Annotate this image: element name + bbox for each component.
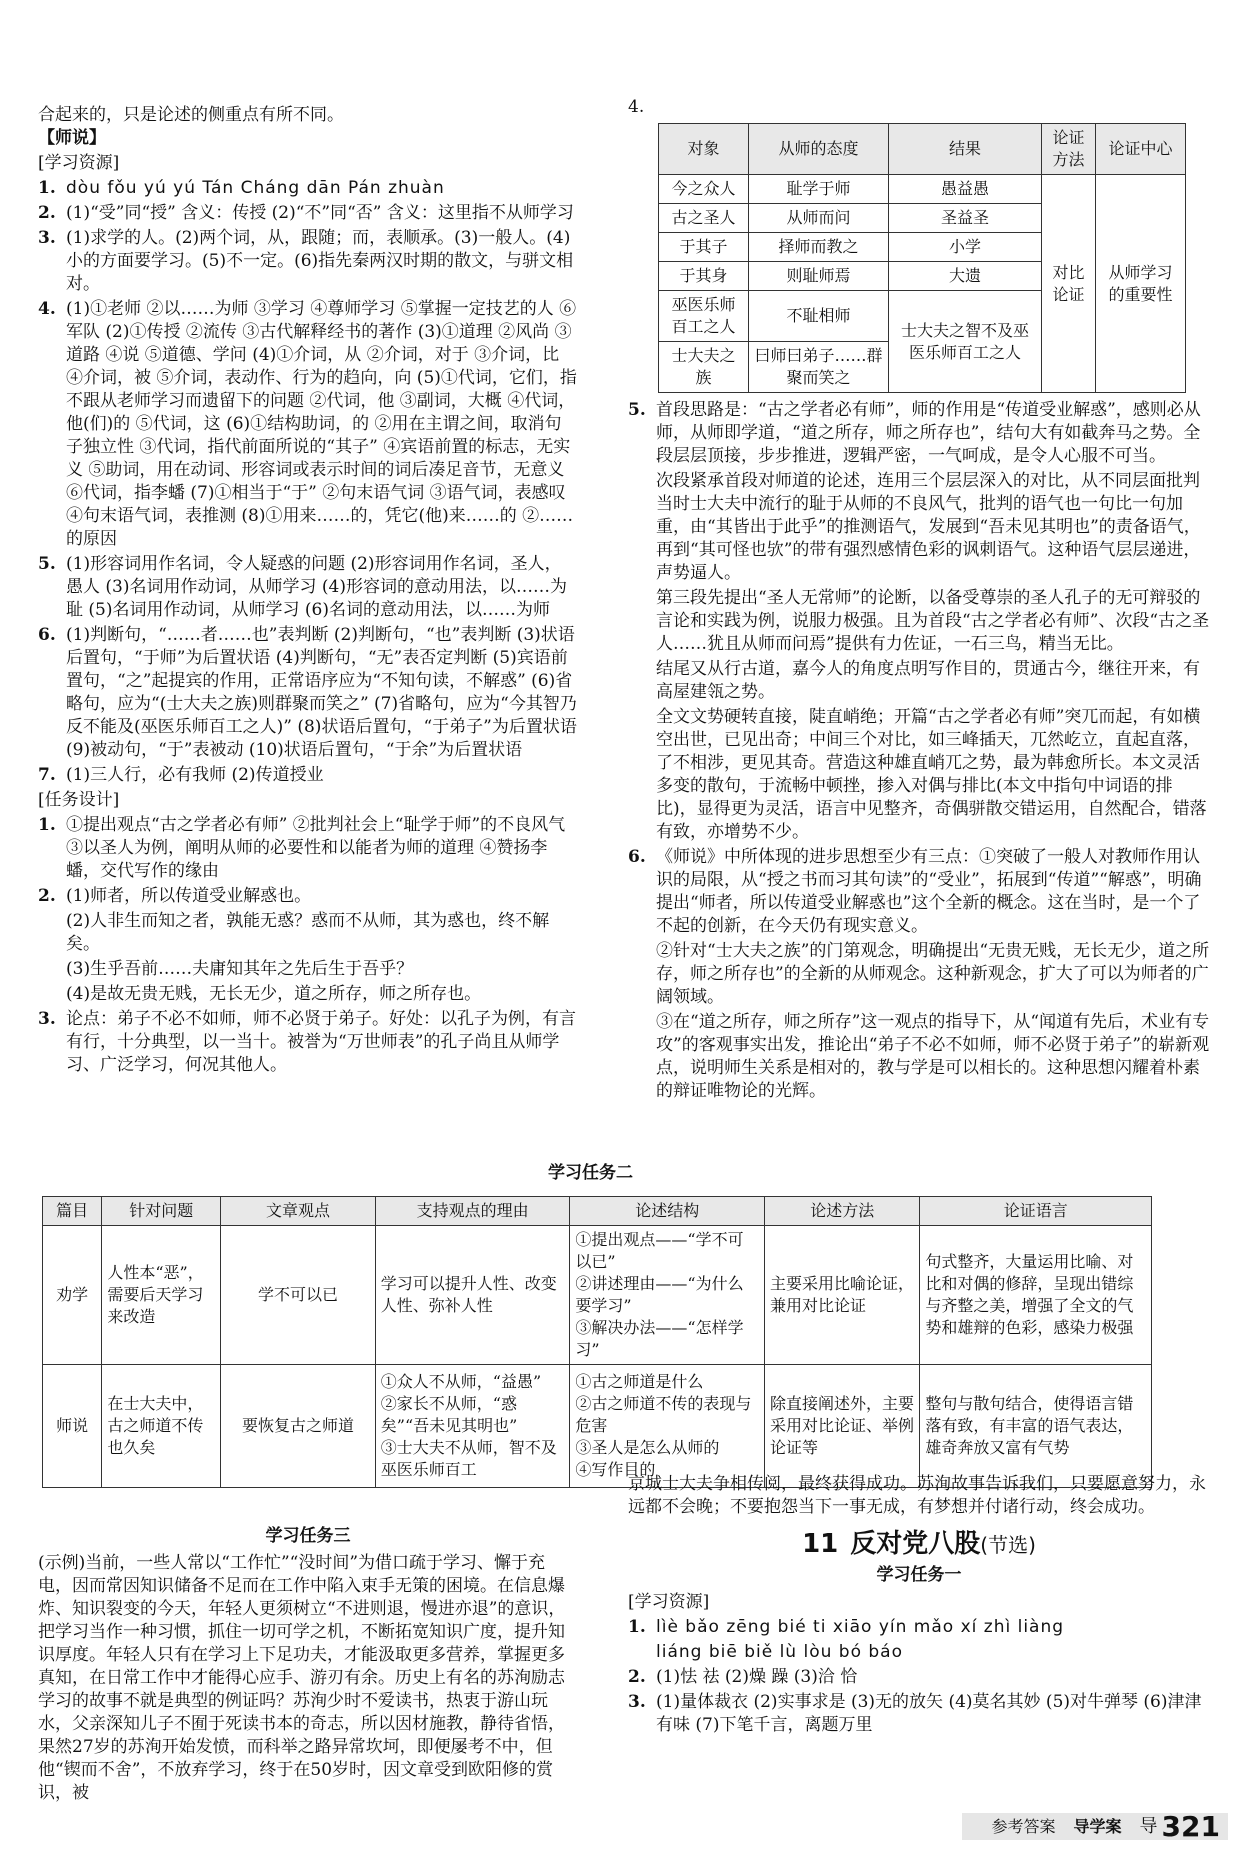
table-cell: ①古之师道是什么 ②古之师道不传的表现与危害 ③圣人是怎么从师的 ④写作目的 [570,1365,765,1488]
method-cell: 对比论证 [1041,175,1095,393]
item-text: (1)师者，所以传道受业解惑也。 [66,886,312,906]
table-cell: 于其身 [659,262,749,291]
table-header-cell: 论证方法 [1041,124,1095,175]
item-text: ①提出观点“古之学者必有师” ②批判社会上“耻学于师”的不良风气 ③以圣人为例，阐明从师的必要性和以能者为师的道理 ④赞扬李蟠，交代写作的缘由 [66,815,566,881]
analysis-list [628,399,1210,1103]
item-text: 次段紧承首段对师道的论述，连用三个层层深入的对比，从不同层面批判当时士大夫中流行的耻于从师的不良风气，批判的语气也一句比一句加重，由“其皆出于此乎”的推测语气，发展到“吾未见其明也”的责备语气，再到“其可怪也欤”的带有强烈感情色彩的讽刺语气。这种语气层层递进，声势逼人。 [656,471,1201,583]
table-cell: 曰师曰弟子……群聚而笑之 [749,342,889,393]
lesson-subtitle: (节选) [980,1533,1036,1557]
section-title-shishuo: 【师说】 [38,128,106,148]
item-number: 3. [628,1692,646,1712]
item-number: 3. [38,228,56,248]
item-number: 1. [38,815,56,835]
item-text: (1)“受”同“授” 含义：传授 (2)“不”同“否” 含义：这里指不从师学习 [66,203,574,223]
item-text: (1)①老师 ②以……为师 ③学习 ④尊师学习 ⑤掌握一定技艺的人 ⑥军队 (2)①传授 ②流传 ③古代解释经书的著作 (3)①道理 ②风尚 ③道路 ④说 ⑤道德、学问 (4)①介词，从 ②介词，对于 ③介词，比 ④介词，被 ⑤介词，表动作、行为的趋向，向 (5)①代词，它们，指不跟从老师学习而遗留下的问题 ②代词，他 ③副词，大概 ④代词，他(们)的 ⑤代词，这 (6)①结构助词，的 ②用在主谓之间，取消句子独立性 ③代词，指代前面所说的“其子” ④宾语前置的标志，无实义 ⑤助词，用在动词、形容词或表示时间的词后凑足音节，无意义 ⑥代词，指李蟠 (7)①相当于“于” ②句末语气词 ③语气词，表感叹 ④句末语气词，表推测 (8)①用来……的，凭它(他)来……的 ②……的原因 [66,299,577,549]
item-number: 5. [628,400,646,420]
list-item [38,910,578,956]
item-number: 4. [38,299,56,319]
list-item [628,846,1210,938]
item-text: ②针对“士大夫之族”的门第观念，明确提出“无贵无贱，无长无少，道之所存，师之所存也”的全新的从师观念。这种新观念，扩大了可以为师者的广阔领域。 [656,941,1210,1007]
table-cell: 要恢复古之师道 [221,1365,376,1488]
table-header-cell: 从师的态度 [749,124,889,175]
footer-label-dao: 导 [1139,1816,1158,1837]
list-item [38,177,578,200]
item-number-4: 4. [628,97,645,117]
item-number: 2. [38,886,56,906]
table-cell: 主要采用比喻论证，兼用对比论证 [765,1226,920,1365]
item-text: 结尾又从行古道，嘉今人的角度点明写作目的，贯通古今，继往开来，有高屋建瓴之势。 [656,659,1200,702]
footer-label-answers: 参考答案 [991,1817,1056,1836]
list-item [38,983,578,1006]
table-cell: 则耻师焉 [749,262,889,291]
table-cell: 圣益圣 [888,204,1041,233]
table-cell: 士大夫之族 [659,342,749,393]
item-number: 5. [38,554,56,574]
task2-table [42,1196,1152,1488]
table-row [43,1365,1152,1488]
item-text: liáng biē biě lù lòu bó báo [656,1642,903,1662]
lesson-resource-header: [学习资源] [628,1592,710,1612]
right-column [628,97,1210,1105]
table-cell: 学不可以已 [221,1226,376,1365]
list-item [628,706,1210,844]
lesson-name: 反对党八股 [850,1529,981,1559]
list-item [38,202,578,225]
item-number: 6. [628,847,646,867]
list-item [628,587,1210,656]
table-cell: 不耻相师 [749,291,889,342]
item-text: (1)量体裁衣 (2)实事求是 (3)无的放矢 (4)莫名其妙 (5)对牛弹琴 (6)津津有味 (7)下笔千言，离题万里 [656,1692,1202,1735]
table-cell: 今之众人 [659,175,749,204]
list-item [628,399,1210,468]
list-item [628,940,1210,1009]
item-text: 论点：弟子不必不如师，师不必贤于弟子。好处：以孔子为例，有言有行，十分典型，以一当十。被誉为“万世师表”的孔子尚且从师学习、广泛学习，何况其他人。 [66,1009,576,1075]
task3-text: (示例)当前，一些人常以“工作忙”“没时间”为借口疏于学习、懈于充电，因而常因知识储备不足而在工作中陷入束手无策的困境。在信息爆炸、知识裂变的今天，年轻人更须树立“不进则退，慢进亦退”的意识，把学习当作一种习惯，抓住一切可学之机，不断拓宽知识广度，提升知识厚度。年轻人只有在学习上下足功夫，才能汲取更多营养，掌握更多真知，在日常工作中才能得心应手、游刃有余。历史上有名的苏洵励志学习的故事不就是典型的例证吗？苏洵少时不爱读书，热衷于游山玩水，父亲深知儿子不囿于死读书本的奇志，所以因材施教，静待省悟，果然27岁的苏洵开始发愤，而科举之路异常坎坷，即便屡考不中，但他“锲而不舍”，不放弃学习，终于在50岁时，因文章受到欧阳修的赏识，被 [38,1553,566,1803]
table-header-cell: 论述结构 [570,1197,765,1226]
table-header-cell: 文章观点 [221,1197,376,1226]
task3-section [38,1525,578,1805]
lesson-title [628,1527,1210,1562]
list-item [38,298,578,551]
table-cell: 择师而教之 [749,233,889,262]
item-number: 2. [628,1667,646,1687]
list-item [38,814,578,883]
center-cell: 从师学习的重要性 [1095,175,1185,393]
table-header-row [659,124,1186,175]
list-item [628,658,1210,704]
table-cell: 大遗 [888,262,1041,291]
footer-label-guide: 导学案 [1073,1817,1122,1836]
task3-title: 学习任务三 [265,1526,351,1546]
item-text: 《师说》中所体现的进步思想至少有三点：①突破了一般人对教师作用认识的局限，从“授之书而习其句读”的“受业”，拓展到“传道”“解惑”，明确提出“师者，所以传道受业解惑也”这个全新的概念。这在当时，是一个了不起的创新，在今天仍有现实意义。 [656,847,1202,936]
item-text: 第三段先提出“圣人无常师”的论断，以备受尊崇的圣人孔子的无可辩驳的言论和实践为例，说服力极强。且为首段“古之学者必有师”、次段“古之圣人……犹且从师而问焉”提供有力佐证，一石三鸟，精当无比。 [656,588,1210,654]
list-item [628,1616,1210,1639]
task2-title: 学习任务二 [548,1163,633,1183]
list-item [628,1641,1210,1664]
item-number: 3. [38,1009,56,1029]
table-cell: 在士大夫中，古之师道不传也久矣 [102,1365,221,1488]
list-item [38,1008,578,1077]
table-cell: 古之圣人 [659,204,749,233]
resource-list [38,177,578,787]
item-text: ③在“道之所存，师之所存”这一观点的指导下，从“闻道有先后，术业有专攻”的客观事实出发，推论出“弟子不必不如师，师不必贤于弟子”的崭新观点，说明师生关系是相对的，教与学是可以相长的。这种思想闪耀着朴素的辩证唯物论的光辉。 [656,1012,1210,1101]
item-number: 7. [38,765,56,785]
table-cell: 小学 [888,233,1041,262]
table-header-row [43,1197,1152,1226]
table-cell: 愚益愚 [888,175,1041,204]
table-cell: 人性本“恶”，需要后天学习来改造 [102,1226,221,1365]
item-number: 1. [628,1617,646,1637]
table-header-cell: 篇目 [43,1197,102,1226]
list-item [628,1011,1210,1103]
comparison-table [658,123,1186,393]
intro-text: 合起来的，只是论述的侧重点有所不同。 [38,105,344,125]
item-text: lìè bǎo zēng bié ti xiāo yín mǎo xí zhì liàng [656,1617,1065,1637]
list-item [38,958,578,981]
table-cell: 于其子 [659,233,749,262]
left-column [38,104,578,1079]
item-number: 2. [38,203,56,223]
task-list [38,814,578,1077]
list-item [628,1691,1210,1737]
page-footer [962,1810,1228,1843]
item-number: 1. [38,178,56,198]
item-number: 6. [38,625,56,645]
table-cell: 学习可以提升人性、改变人性、弥补人性 [375,1226,570,1365]
lesson-task1-title: 学习任务一 [876,1565,962,1585]
table-cell: 师说 [43,1365,102,1488]
table-cell: 整句与散句结合，使得语言错落有致，有丰富的语气表达，雄奇奔放又富有气势 [920,1365,1152,1488]
list-item [38,885,578,908]
item-text: 全文文势硬转直接，陡直峭绝；开篇“古之学者必有师”突兀而起，有如横空出世，已见出奇；中间三个对比，如三峰插天，兀然屹立，直起直落，了不相涉，更见其奇。营造这种雄直峭兀之势，最为韩愈所长。本文灵活多变的散句，于流畅中顿挫，掺入对偶与排比(本文中指句中词语的排比)，显得更为灵活，语言中见整齐，奇偶骈散交错运用，自然配合，错落有致，亦增势不少。 [656,707,1207,842]
item-text: (1)求学的人。(2)两个词，从，跟随；而，表顺承。(3)一般人。(4)小的方面要学习。(5)不一定。(6)指先秦两汉时期的散文，与骈文相对。 [66,228,574,294]
item-text: (1)判断句，“……者……也”表判断 (2)判断句，“也”表判断 (3)状语后置句，“于师”为后置状语 (4)判断句，“无”表否定判断 (5)宾语前置句，“之”起提宾的作用，正常语序应为“不知句读，不解惑” (6)省略句，应为“(士大夫之族)则群聚而笑之” (7)省略句，应为“今其智乃反不能及(巫医乐师百工之人)” (8)状语后置句，“于弟子”为后置状语 (9)被动句，“于”表被动 (10)状语后置句，“于余”为后置状语 [66,625,577,760]
item-text: 首段思路是：“古之学者必有师”，师的作用是“传道受业解惑”，感则必从师，从师即学道，“道之所存，师之所存也”，结句大有如截奔马之势。全段层层顶接，步步推进，逻辑严密，一气呵成，是令人心服不可当。 [656,400,1201,466]
item-text: (1)怯 祛 (2)燥 躁 (3)洽 恰 [656,1667,858,1687]
table-header-cell: 结果 [888,124,1041,175]
table-header-cell: 支持观点的理由 [375,1197,570,1226]
item-text: (4)是故无贵无贱，无长无少，道之所存，师之所存也。 [66,984,482,1004]
lesson11-section [628,1473,1210,1739]
table-cell: 巫医乐师百工之人 [659,291,749,342]
list-item [38,764,578,787]
table-header-cell: 对象 [659,124,749,175]
page-number: 321 [1161,1810,1220,1843]
table-cell: 劝学 [43,1226,102,1365]
list-item [38,624,578,762]
list-item [628,1666,1210,1689]
lesson-resource-list [628,1616,1210,1737]
table-cell: 耻学于师 [749,175,889,204]
item-text: (3)生乎吾前……夫庸知其年之先后生于吾乎？ [66,959,414,979]
task3-continuation: 京城士大夫争相传阅，最终获得成功。苏洵故事告诉我们，只要愿意努力，永远都不会晚；不要抱怨当下一事无成，有梦想并付诸行动，终会成功。 [628,1474,1206,1517]
list-item [38,553,578,622]
table-row [659,175,1186,204]
merged-result-cell: 士大夫之智不及巫医乐师百工之人 [888,291,1041,393]
item-text: (1)形容词用作名词，令人疑惑的问题 (2)形容词用作名词，圣人，愚人 (3)名词用作动词，从师学习 (4)形容词的意动用法，以……为耻 (5)名词用作动词，从师学习 (6)名词的意动用法，以……为师 [66,554,567,620]
item-text: (1)三人行，必有我师 (2)传道授业 [66,765,324,785]
task-design-header: [任务设计] [38,790,120,810]
table-row [43,1226,1152,1365]
table-cell: ①提出观点——“学不可以已” ②讲述理由——“为什么要学习” ③解决办法——“怎样学习” [570,1226,765,1365]
table-cell: 除直接阐述外，主要采用对比论证、举例论证等 [765,1365,920,1488]
table-header-cell: 论证中心 [1095,124,1185,175]
table-header-cell: 论证语言 [920,1197,1152,1226]
table-cell: 从师而问 [749,204,889,233]
table-header-cell: 针对问题 [102,1197,221,1226]
list-item [38,227,578,296]
list-item [628,470,1210,585]
table-cell: 句式整齐，大量运用比喻、对比和对偶的修辞，呈现出错综与齐整之美，增强了全文的气势和雄辩的色彩，感染力极强 [920,1226,1152,1365]
table-cell: ①众人不从师，“益愚” ②家长不从师，“惑矣”“吾未见其明也” ③士大夫不从师，智不及巫医乐师百工 [375,1365,570,1488]
resource-header: [学习资源] [38,153,120,173]
item-text: (2)人非生而知之者，孰能无惑？惑而不从师，其为惑也，终不解矣。 [66,911,550,954]
table-header-cell: 论述方法 [765,1197,920,1226]
item-text: dòu fǒu yú yú Tán Cháng dān Pán zhuàn [66,178,445,198]
lesson-number: 11 [802,1529,839,1559]
